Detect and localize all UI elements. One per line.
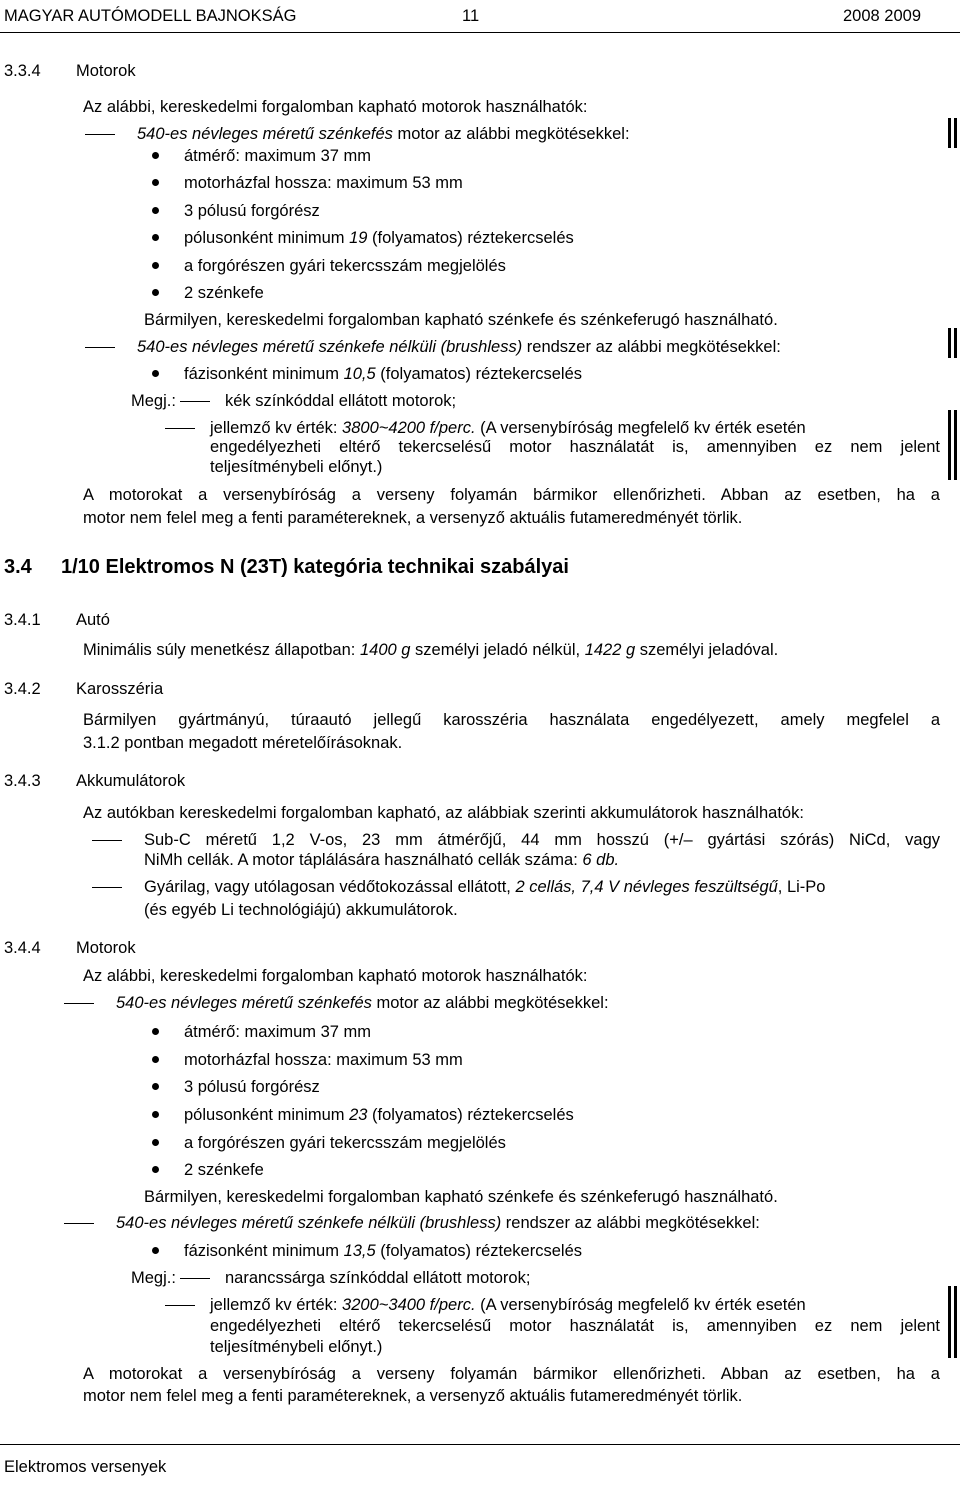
- dash-item: Gyárilag, vagy utólagosan védőtokozással ellátott, 2 cellás, 7,4 V névleges feszültségű, Li-Po: [144, 878, 826, 896]
- bullet-item: pólusonként minimum 23 (folyamatos) réztekercselés: [184, 1106, 574, 1124]
- paragraph-line: Bármilyen gyártmányú, túraautó jellegű karosszéria használata engedélyezett, amely megfelel a: [83, 711, 940, 729]
- dash-item: Sub-C méretű 1,2 V-os, 23 mm átmérőjű, 44 mm hosszú (+/– gyártási szórás) NiCd, vagy: [144, 831, 940, 849]
- section-number: 3.3.4: [4, 62, 41, 80]
- bullet-item: átmérő: maximum 37 mm: [184, 147, 372, 165]
- dash-item: kék színkóddal ellátott motorok;: [225, 392, 457, 410]
- bullet-item: a forgórészen gyári tekercsszám megjelölés: [184, 257, 506, 275]
- paragraph: Az alábbi, kereskedelmi forgalomban kapható motorok használhatók:: [83, 967, 588, 985]
- change-bar: [948, 1286, 951, 1358]
- footer-text: Elektromos versenyek: [4, 1458, 167, 1476]
- paragraph-line: A motorokat a versenybíróság a verseny folyamán bármikor ellenőrizheti. Abban az esetben, ha a: [83, 486, 940, 504]
- bullet-item: 3 pólusú forgórész: [184, 1078, 320, 1096]
- bullet-item: fázisonként minimum 10,5 (folyamatos) réztekercselés: [184, 365, 583, 383]
- section-number: 3.4.4: [4, 939, 41, 957]
- change-bar: [954, 410, 957, 480]
- bullet-item: pólusonként minimum 19 (folyamatos) réztekercselés: [184, 229, 574, 247]
- paragraph: Az autókban kereskedelmi forgalomban kapható, az alábbiak szerinti akkumulátorok használhatók:: [83, 804, 804, 822]
- section-number: 3.4.1: [4, 611, 41, 629]
- change-bar: [954, 1286, 957, 1358]
- change-bar: [948, 118, 951, 148]
- section-title: Autó: [76, 611, 110, 629]
- bullet-item: átmérő: maximum 37 mm: [184, 1023, 372, 1041]
- dash-item: jellemző kv érték: 3200~3400 f/perc. (A versenybíróság megfelelő kv érték esetén: [210, 1296, 806, 1314]
- paragraph-line: motor nem felel meg a fenti paramétereknek, a versenyző aktuális futameredményét törlik.: [83, 1387, 743, 1405]
- heading-title: 1/10 Elektromos N (23T) kategória technikai szabályai: [61, 556, 569, 578]
- paragraph-line: engedélyezheti eltérő tekercselésű motor használatát is, amennyiben ez nem jelent: [210, 438, 940, 456]
- section-title: Motorok: [76, 939, 136, 957]
- header-title: MAGYAR AUTÓMODELL BAJNOKSÁG: [4, 7, 297, 25]
- paragraph-line: motor nem felel meg a fenti paramétereknek, a versenyző aktuális futameredményét törlik.: [83, 509, 743, 527]
- footer-rule: [0, 1444, 960, 1445]
- header-rule: [0, 32, 960, 33]
- paragraph-line: engedélyezheti eltérő tekercselésű motor használatát is, amennyiben ez nem jelent: [210, 1317, 940, 1335]
- section-title: Karosszéria: [76, 680, 164, 698]
- dash-item: narancssárga színkóddal ellátott motorok;: [225, 1269, 531, 1287]
- paragraph-line: (és egyéb Li technológiájú) akkumulátorok.: [144, 901, 458, 919]
- section-title: Motorok: [76, 62, 136, 80]
- paragraph-line: teljesítménybeli előnyt.): [210, 458, 383, 476]
- bullet-item: 2 szénkefe: [184, 1161, 264, 1179]
- heading-number: 3.4: [4, 556, 32, 578]
- change-bar: [954, 328, 957, 358]
- dash-item: 540-es névleges méretű szénkefés motor az alábbi megkötésekkel:: [137, 125, 630, 143]
- paragraph: Minimális súly menetkész állapotban: 1400 g személyi jeladó nélkül, 1422 g személyi jeladóval.: [83, 641, 779, 659]
- paragraph: Bármilyen, kereskedelmi forgalomban kapható szénkefe és szénkeferugó használható.: [144, 311, 778, 329]
- section-number: 3.4.3: [4, 772, 41, 790]
- section-title: Akkumulátorok: [76, 772, 186, 790]
- paragraph-line: 3.1.2 pontban megadott méretelőírásoknak.: [83, 734, 403, 752]
- dash-item: 540-es névleges méretű szénkefe nélküli (brushless) rendszer az alábbi megkötésekkel:: [116, 1214, 760, 1232]
- note-label: Megj.:: [131, 392, 176, 410]
- paragraph-line: teljesítménybeli előnyt.): [210, 1338, 383, 1356]
- header-page-number: 11: [462, 7, 480, 25]
- change-bar: [948, 410, 951, 480]
- bullet-item: motorházfal hossza: maximum 53 mm: [184, 1051, 463, 1069]
- section-number: 3.4.2: [4, 680, 41, 698]
- bullet-item: 2 szénkefe: [184, 284, 264, 302]
- change-bar: [954, 118, 957, 148]
- paragraph-line: NiMh cellák. A motor táplálására használható cellák száma: 6 db.: [144, 851, 620, 869]
- dash-item: jellemző kv érték: 3800~4200 f/perc. (A versenybíróság megfelelő kv érték esetén: [210, 419, 806, 437]
- paragraph: Az alábbi, kereskedelmi forgalomban kapható motorok használhatók:: [83, 98, 588, 116]
- paragraph: Bármilyen, kereskedelmi forgalomban kapható szénkefe és szénkeferugó használható.: [144, 1188, 778, 1206]
- header-year: 2008 2009: [843, 7, 921, 25]
- dash-item: 540-es névleges méretű szénkefe nélküli (brushless) rendszer az alábbi megkötésekkel:: [137, 338, 781, 356]
- bullet-item: 3 pólusú forgórész: [184, 202, 320, 220]
- bullet-item: motorházfal hossza: maximum 53 mm: [184, 174, 463, 192]
- note-label: Megj.:: [131, 1269, 176, 1287]
- dash-item: 540-es névleges méretű szénkefés motor az alábbi megkötésekkel:: [116, 994, 609, 1012]
- bullet-item: fázisonként minimum 13,5 (folyamatos) réztekercselés: [184, 1242, 583, 1260]
- change-bar: [948, 328, 951, 358]
- paragraph-line: A motorokat a versenybíróság a verseny folyamán bármikor ellenőrizheti. Abban az esetben, ha a: [83, 1365, 940, 1383]
- bullet-item: a forgórészen gyári tekercsszám megjelölés: [184, 1134, 506, 1152]
